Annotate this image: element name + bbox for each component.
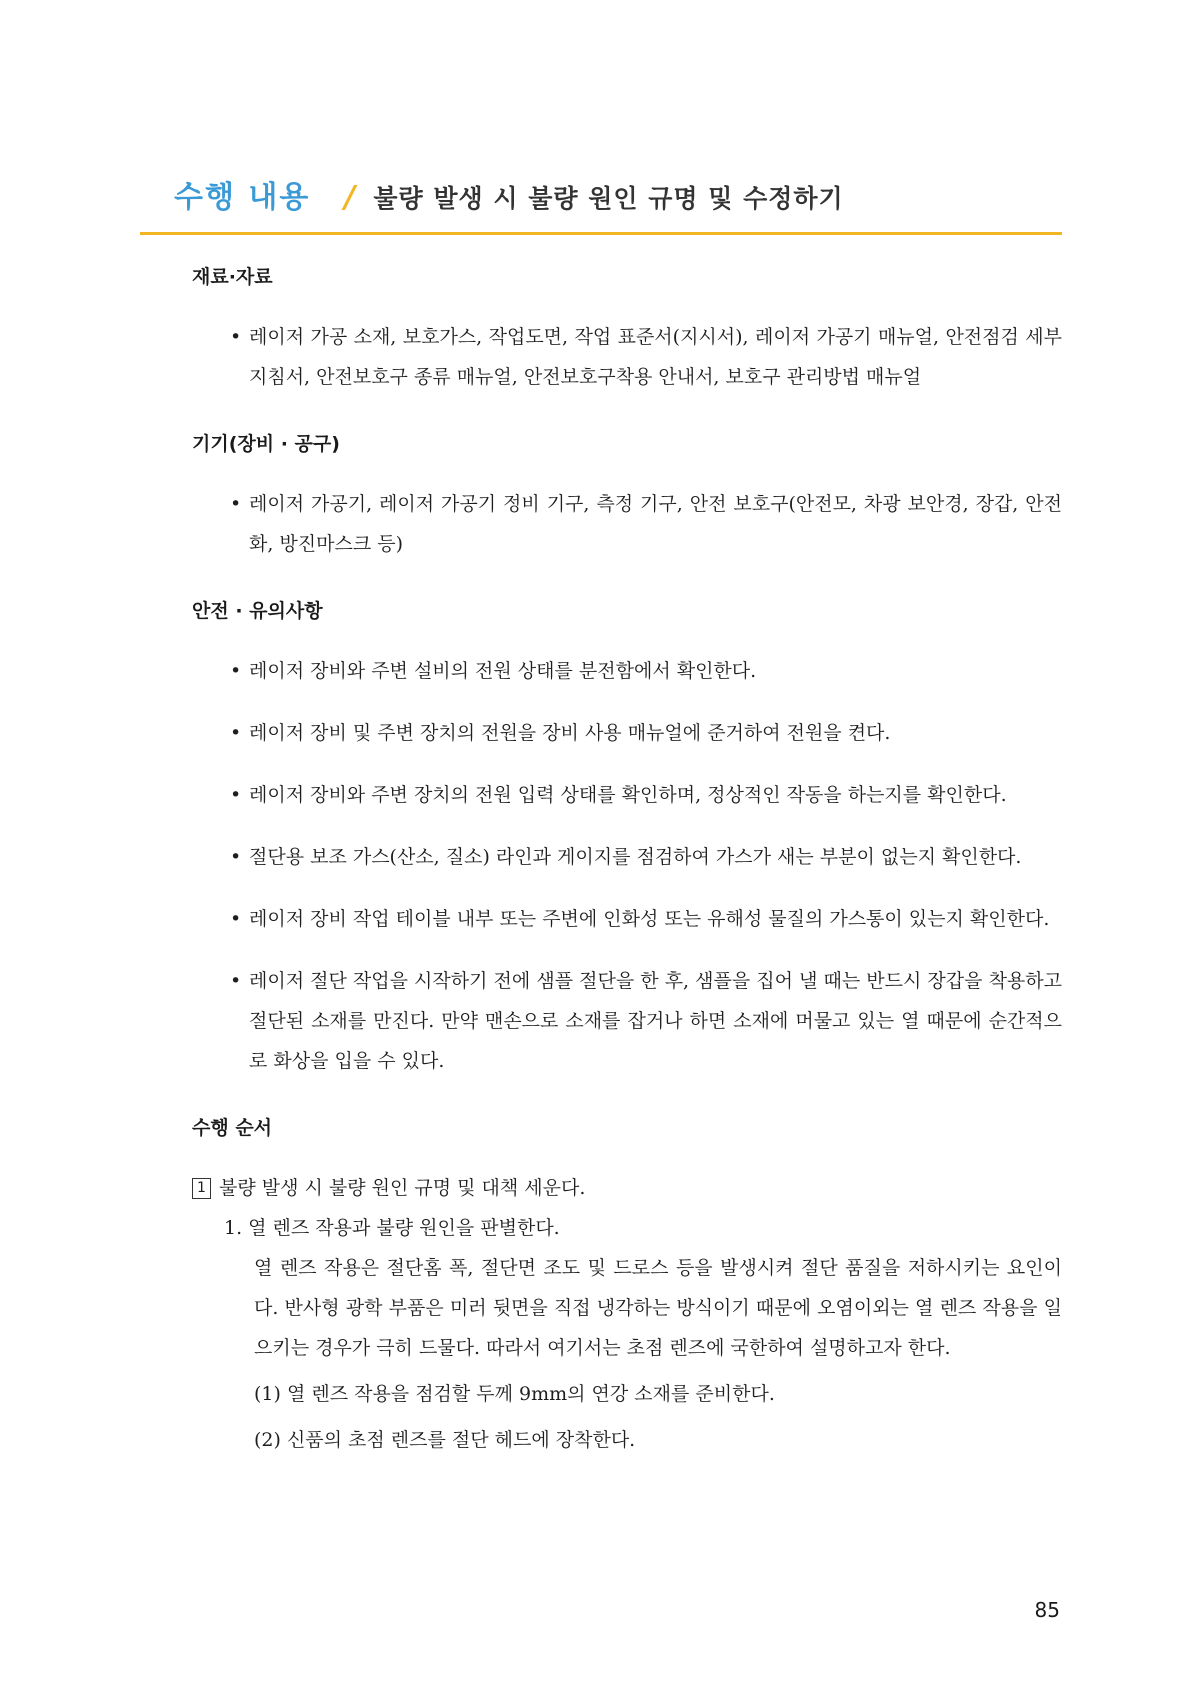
section-equipment (192, 429, 1062, 564)
list-item-text: 레이저 장비 작업 테이블 내부 또는 주변에 인화성 또는 유해성 물질의 가스통이 있는지 확인한다. (249, 908, 1050, 930)
section-title: 수행 순서 (192, 1117, 273, 1139)
section-title: 기기(장비 · 공구) (192, 433, 340, 455)
list-item-text: 레이저 가공 소재, 보호가스, 작업도면, 작업 표준서(지시서), 레이저 가공기 매뉴얼, 안전점검 세부지침서, 안전보호구 종류 매뉴얼, 안전보호구착용 안내서, 보호구 관리방법 매뉴얼 (249, 326, 1062, 388)
list-item (192, 484, 1062, 564)
step-heading (192, 1168, 1062, 1208)
bullet-icon: • (230, 326, 242, 348)
list-item-text: 절단용 보조 가스(산소, 질소) 라인과 게이지를 점검하여 가스가 새는 부분이 없는지 확인한다. (249, 846, 1022, 868)
bullet-icon: • (230, 660, 242, 682)
bullet-icon: • (230, 846, 242, 868)
header-rule (140, 232, 1062, 235)
page-number: 85 (1034, 1598, 1060, 1622)
list-item-text: 레이저 절단 작업을 시작하기 전에 샘플 절단을 한 후, 샘플을 집어 낼 때는 반드시 장갑을 착용하고 절단된 소재를 만진다. 만약 맨손으로 소재를 잡거나 하면 소재에 머물고 있는 열 때문에 순간적으로 화상을 입을 수 있다. (249, 970, 1062, 1072)
step-title: 불량 발생 시 불량 원인 규명 및 대책 세운다. (219, 1177, 586, 1199)
bullet-icon: • (230, 784, 242, 806)
list-item (192, 713, 1062, 753)
section-title: 안전 · 유의사항 (192, 600, 323, 622)
header-slash: / (344, 180, 356, 215)
list-item (192, 317, 1062, 397)
list-item (192, 651, 1062, 691)
section-materials (192, 262, 1062, 397)
section-safety (192, 596, 1062, 1081)
list-item-text: 레이저 장비와 주변 장치의 전원 입력 상태를 확인하며, 정상적인 작동을 하는지를 확인한다. (249, 784, 1007, 806)
list-item (192, 837, 1062, 877)
substep-title: 1. 열 렌즈 작용과 불량 원인을 판별한다. (224, 1217, 560, 1239)
list-item (192, 775, 1062, 815)
section-procedure (192, 1113, 1062, 1460)
header-row (140, 172, 1062, 224)
list-item-text: 레이저 장비 및 주변 장치의 전원을 장비 사용 매뉴얼에 준거하여 전원을 켠다. (249, 722, 891, 744)
bullet-icon: • (230, 970, 242, 992)
list-item-text: 레이저 가공기, 레이저 가공기 정비 기구, 측정 기구, 안전 보호구(안전모, 차광 보안경, 장갑, 안전화, 방진마스크 등) (249, 493, 1062, 555)
content (192, 262, 1062, 1492)
list-item-text: 레이저 장비와 주변 설비의 전원 상태를 분전함에서 확인한다. (249, 660, 757, 682)
bullet-icon: • (230, 722, 242, 744)
bullet-icon: • (230, 493, 242, 515)
procedure-item: (2) 신품의 초점 렌즈를 절단 헤드에 장착한다. (254, 1429, 636, 1451)
bullet-list (192, 651, 1062, 1081)
page-title: 불량 발생 시 불량 원인 규명 및 수정하기 (373, 184, 844, 213)
header-label: 수행 내용 (174, 180, 311, 215)
bullet-list (192, 484, 1062, 564)
bullet-icon: • (230, 908, 242, 930)
bullet-list (192, 317, 1062, 397)
page-header (140, 172, 1062, 235)
list-item (192, 899, 1062, 939)
step-number-box: 1 (192, 1178, 211, 1199)
substep-paragraph: 열 렌즈 작용은 절단홈 폭, 절단면 조도 및 드로스 등을 발생시켜 절단 품질을 저하시키는 요인이다. 반사형 광학 부품은 미러 뒷면을 직접 냉각하는 방식이기 때문에 오염이외는 열 렌즈 작용을 일으키는 경우가 극히 드물다. 따라서 여기서는 초점 렌즈에 국한하여 설명하고자 한다. (254, 1257, 1062, 1359)
section-title: 재료·자료 (192, 266, 273, 288)
procedure-item: (1) 열 렌즈 작용을 점검할 두께 9mm의 연강 소재를 준비한다. (254, 1383, 775, 1405)
list-item (192, 961, 1062, 1081)
